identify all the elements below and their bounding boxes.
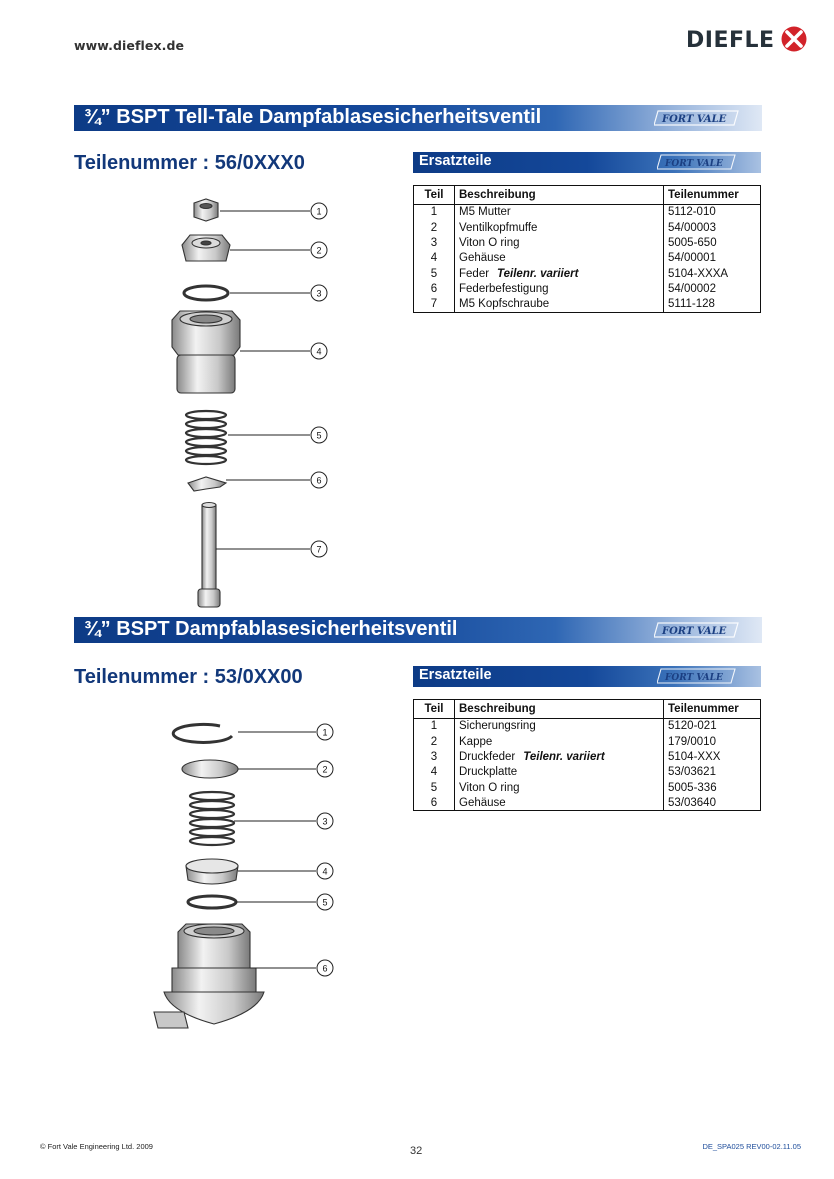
- section-2-title-band: [74, 617, 762, 643]
- section-1-spares-title: Ersatzteile: [419, 153, 492, 169]
- cell-part: 5104-XXXA: [664, 266, 761, 281]
- svg-text:7: 7: [316, 544, 322, 555]
- svg-text:6: 6: [316, 475, 322, 486]
- part-cap: [182, 760, 238, 778]
- cell-no: 2: [414, 220, 455, 235]
- cell-part: 179/0010: [664, 734, 761, 749]
- cell-no: 3: [414, 749, 455, 764]
- variant-note: Teilenr. variiert: [523, 750, 605, 763]
- svg-text:DIEFLE: DIEFLE: [686, 28, 775, 53]
- cell-part: 5112-010: [664, 205, 761, 220]
- table-row: [414, 765, 761, 780]
- part-cap-screw: [198, 503, 220, 608]
- cell-part: 5120-021: [664, 719, 761, 734]
- section-2-spares-band: [413, 666, 761, 687]
- table-row: [414, 205, 761, 220]
- part-pressure-plate: [186, 859, 238, 884]
- cell-no: 5: [414, 266, 455, 281]
- svg-text:5: 5: [322, 897, 328, 908]
- table-row: [414, 734, 761, 749]
- cell-part: 54/00002: [664, 281, 761, 296]
- part-compression-spring: [190, 792, 234, 845]
- cell-no: 5: [414, 780, 455, 795]
- cell-desc: Ventilkopfmuffe: [455, 220, 664, 235]
- cell-part: 54/00003: [664, 220, 761, 235]
- section-1-part-number: Teilenummer : 56/0XXX0: [74, 152, 305, 174]
- part-circlip: [173, 724, 232, 742]
- fort-vale-logo: [654, 620, 740, 640]
- table-row: [414, 297, 761, 312]
- section-1-spares-band: [413, 152, 761, 173]
- col-header-beschreibung: Beschreibung: [455, 700, 664, 719]
- svg-text:1: 1: [316, 206, 322, 217]
- section-2-parts-table: [413, 699, 761, 811]
- svg-text:FORT VALE: FORT VALE: [662, 114, 727, 125]
- cell-desc: Gehäuse: [455, 251, 664, 266]
- section-2-exploded-drawing: [150, 712, 350, 1052]
- cell-no: 6: [414, 281, 455, 296]
- section-2-spares-title: Ersatzteile: [419, 667, 492, 683]
- cell-part: 5005-336: [664, 780, 761, 795]
- cell-desc: Gehäuse: [455, 795, 664, 810]
- part-body: [154, 924, 264, 1028]
- svg-text:4: 4: [316, 346, 322, 357]
- cell-no: 7: [414, 297, 455, 312]
- cell-desc: Druckfeder Teilenr. variiert: [455, 749, 664, 764]
- cell-part: 5104-XXX: [664, 749, 761, 764]
- footer-doc-ref: DE_SPA025 REV00-02.11.05: [702, 1142, 801, 1151]
- section-1-exploded-drawing: [150, 195, 350, 615]
- cell-desc: Viton O ring: [455, 235, 664, 250]
- col-header-teil: Teil: [414, 186, 455, 205]
- part-nut: [194, 199, 218, 221]
- table-row: [414, 281, 761, 296]
- section-1-title-band: [74, 105, 762, 131]
- table-row: [414, 749, 761, 764]
- svg-text:FORT VALE: FORT VALE: [662, 626, 727, 637]
- svg-text:3: 3: [316, 288, 322, 299]
- col-header-teil: Teil: [414, 700, 455, 719]
- footer-copyright: © Fort Vale Engineering Ltd. 2009: [40, 1142, 153, 1151]
- cell-no: 4: [414, 765, 455, 780]
- col-header-teilenummer: Teilenummer: [664, 186, 761, 205]
- svg-text:5: 5: [316, 430, 322, 441]
- dieflex-logo: [686, 24, 808, 54]
- table-header-row: [414, 186, 761, 205]
- cell-part: 53/03640: [664, 795, 761, 810]
- cell-desc: Viton O ring: [455, 780, 664, 795]
- page-number: 32: [410, 1145, 423, 1157]
- svg-text:2: 2: [316, 245, 322, 256]
- table-row: [414, 719, 761, 734]
- part-body: [172, 311, 240, 393]
- table-row: [414, 235, 761, 250]
- cell-desc: Federbefestigung: [455, 281, 664, 296]
- cell-no: 2: [414, 734, 455, 749]
- table-row: [414, 251, 761, 266]
- cell-no: 6: [414, 795, 455, 810]
- cell-part: 54/00001: [664, 251, 761, 266]
- cell-desc: Feder Teilenr. variiert: [455, 266, 664, 281]
- cell-desc: M5 Kopfschraube: [455, 297, 664, 312]
- cell-no: 3: [414, 235, 455, 250]
- site-url[interactable]: www.dieflex.de: [74, 38, 185, 53]
- svg-text:FORT VALE: FORT VALE: [665, 673, 723, 683]
- cell-no: 4: [414, 251, 455, 266]
- part-spring: [186, 411, 226, 464]
- cell-part: 5005-650: [664, 235, 761, 250]
- cell-no: 1: [414, 719, 455, 734]
- table-row: [414, 780, 761, 795]
- col-header-beschreibung: Beschreibung: [455, 186, 664, 205]
- section-2-title: ¾” BSPT Dampfablasesicherheitsventil: [84, 618, 458, 640]
- cell-desc: Kappe: [455, 734, 664, 749]
- svg-text:3: 3: [322, 816, 328, 827]
- svg-text:4: 4: [322, 866, 328, 877]
- cell-part: 5111-128: [664, 297, 761, 312]
- cell-no: 1: [414, 205, 455, 220]
- table-row: [414, 266, 761, 281]
- fort-vale-logo: [657, 153, 737, 171]
- cell-desc: Druckplatte: [455, 765, 664, 780]
- part-o-ring: [184, 286, 228, 300]
- svg-text:6: 6: [322, 963, 328, 974]
- section-2-part-number: Teilenummer : 53/0XX00: [74, 666, 303, 688]
- section-1-title: ¾” BSPT Tell-Tale Dampfablasesicherheitsventil: [84, 106, 542, 128]
- variant-note: Teilenr. variiert: [497, 267, 579, 280]
- cell-desc: M5 Mutter: [455, 205, 664, 220]
- section-1-parts-table: [413, 185, 761, 313]
- fort-vale-logo: [654, 108, 740, 128]
- svg-text:FORT VALE: FORT VALE: [665, 159, 723, 169]
- fort-vale-logo: [657, 667, 737, 685]
- part-spring-retainer: [188, 477, 226, 491]
- svg-text:1: 1: [322, 727, 328, 738]
- svg-text:2: 2: [322, 764, 328, 775]
- part-valve-head: [182, 235, 230, 261]
- part-o-ring: [188, 896, 236, 908]
- table-row: [414, 220, 761, 235]
- cell-part: 53/03621: [664, 765, 761, 780]
- table-header-row: [414, 700, 761, 719]
- cell-desc: Sicherungsring: [455, 719, 664, 734]
- col-header-teilenummer: Teilenummer: [664, 700, 761, 719]
- table-row: [414, 795, 761, 810]
